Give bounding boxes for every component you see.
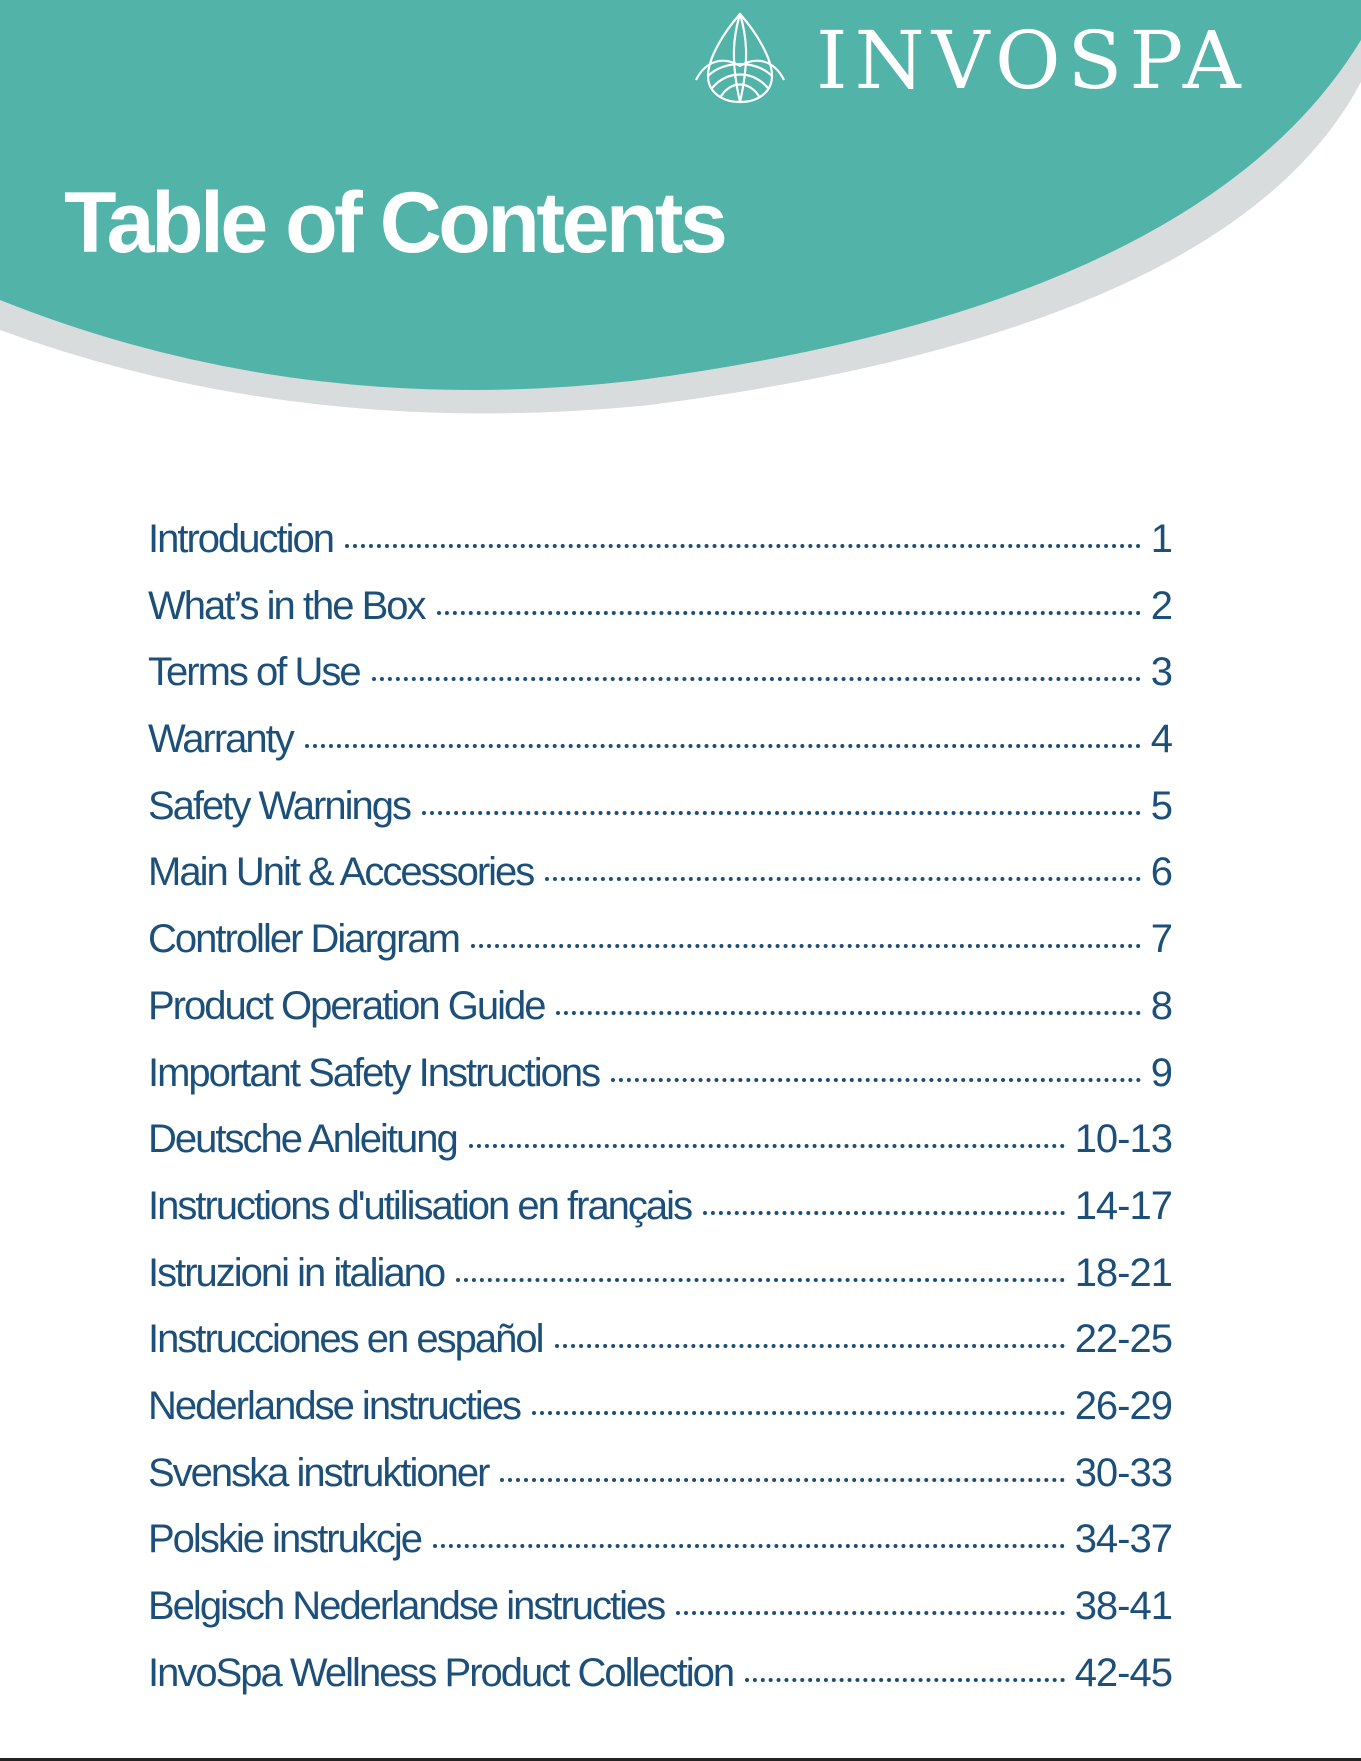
toc-entry-page: 10-13 bbox=[1074, 1117, 1172, 1162]
toc-entry-page: 7 bbox=[1150, 917, 1172, 962]
toc-entry-label: What’s in the Box bbox=[148, 583, 425, 628]
toc-entry-page: 38-41 bbox=[1074, 1584, 1172, 1628]
toc-entry-swedish[interactable] bbox=[148, 1451, 1172, 1518]
toc-entry-page: 8 bbox=[1150, 983, 1172, 1028]
toc-entry-important-safety-instructions[interactable] bbox=[148, 1051, 1172, 1118]
toc-entry-page: 26-29 bbox=[1074, 1383, 1172, 1428]
dot-leader bbox=[372, 676, 1141, 681]
toc-entry-label: Terms of Use bbox=[148, 650, 360, 695]
dot-leader bbox=[703, 1210, 1065, 1215]
toc-entry-label: Main Unit & Accessories bbox=[148, 850, 534, 895]
toc-entry-page: 6 bbox=[1150, 850, 1172, 895]
toc-entry-label: Polskie instrukcje bbox=[148, 1517, 422, 1562]
dot-leader bbox=[305, 743, 1141, 748]
dot-leader bbox=[532, 1410, 1065, 1415]
dot-leader bbox=[437, 610, 1141, 615]
toc-entry-german[interactable] bbox=[148, 1117, 1172, 1184]
toc-entry-page: 1 bbox=[1150, 517, 1172, 561]
dot-leader bbox=[555, 1343, 1065, 1348]
toc-entry-page: 5 bbox=[1150, 783, 1172, 828]
toc-entry-label: Svenska instruktioner bbox=[148, 1450, 489, 1495]
dot-leader bbox=[611, 1077, 1141, 1082]
dot-leader bbox=[433, 1543, 1065, 1548]
dot-leader bbox=[545, 876, 1140, 881]
toc-entry-page: 2 bbox=[1150, 583, 1172, 628]
page-title: Table of Contents bbox=[64, 175, 725, 271]
toc-entry-label: Introduction bbox=[148, 517, 334, 561]
toc-entry-polish[interactable] bbox=[148, 1517, 1172, 1584]
toc-entry-product-operation-guide[interactable] bbox=[148, 984, 1172, 1051]
toc-entry-warranty[interactable] bbox=[148, 717, 1172, 784]
toc-entry-page: 22-25 bbox=[1074, 1317, 1172, 1362]
toc-entry-page: 42-45 bbox=[1074, 1650, 1172, 1695]
toc-entry-label: Istruzioni in italiano bbox=[148, 1250, 445, 1295]
toc-entry-page: 4 bbox=[1150, 717, 1172, 762]
lotus-petal-icon bbox=[694, 10, 786, 106]
toc-entry-safety-warnings[interactable] bbox=[148, 784, 1172, 851]
toc-entry-controller-diagram[interactable] bbox=[148, 917, 1172, 984]
toc-entry-french[interactable] bbox=[148, 1184, 1172, 1251]
dot-leader bbox=[345, 543, 1141, 548]
table-of-contents bbox=[148, 517, 1172, 1717]
toc-entry-label: InvoSpa Wellness Product Collection bbox=[148, 1650, 734, 1695]
toc-entry-spanish[interactable] bbox=[148, 1317, 1172, 1384]
toc-entry-label: Product Operation Guide bbox=[148, 983, 545, 1028]
toc-entry-dutch[interactable] bbox=[148, 1384, 1172, 1451]
toc-entry-product-collection[interactable] bbox=[148, 1651, 1172, 1718]
dot-leader bbox=[471, 943, 1141, 948]
toc-entry-introduction[interactable] bbox=[148, 517, 1172, 584]
dot-leader bbox=[422, 810, 1141, 815]
toc-entry-label: Important Safety Instructions bbox=[148, 1050, 600, 1095]
toc-entry-label: Instrucciones en español bbox=[148, 1317, 543, 1362]
dot-leader bbox=[500, 1477, 1064, 1482]
toc-entry-label: Deutsche Anleitung bbox=[148, 1117, 457, 1162]
toc-entry-page: 14-17 bbox=[1074, 1183, 1172, 1228]
toc-entry-page: 18-21 bbox=[1074, 1250, 1172, 1295]
toc-entry-page: 3 bbox=[1150, 650, 1172, 695]
dot-leader bbox=[745, 1677, 1065, 1682]
toc-entry-page: 30-33 bbox=[1074, 1450, 1172, 1495]
toc-entry-whats-in-the-box[interactable] bbox=[148, 584, 1172, 651]
toc-entry-italian[interactable] bbox=[148, 1251, 1172, 1318]
dot-leader bbox=[556, 1010, 1140, 1015]
toc-entry-label: Controller Diargram bbox=[148, 917, 459, 962]
dot-leader bbox=[456, 1277, 1065, 1282]
toc-entry-page: 9 bbox=[1150, 1050, 1172, 1095]
toc-entry-label: Safety Warnings bbox=[148, 783, 410, 828]
toc-entry-page: 34-37 bbox=[1074, 1517, 1172, 1562]
brand-logo bbox=[694, 10, 1248, 106]
toc-entry-label: Instructions d'utilisation en français bbox=[148, 1183, 692, 1228]
toc-entry-label: Nederlandse instructies bbox=[148, 1383, 520, 1428]
toc-entry-label: Belgisch Nederlandse instructies bbox=[148, 1584, 665, 1628]
dot-leader bbox=[676, 1610, 1064, 1615]
brand-name: INVOSPA bbox=[816, 14, 1248, 107]
toc-entry-label: Warranty bbox=[148, 717, 293, 762]
dot-leader bbox=[469, 1143, 1065, 1148]
toc-entry-main-unit-accessories[interactable] bbox=[148, 850, 1172, 917]
toc-entry-terms-of-use[interactable] bbox=[148, 650, 1172, 717]
toc-entry-belgian-dutch[interactable] bbox=[148, 1584, 1172, 1651]
